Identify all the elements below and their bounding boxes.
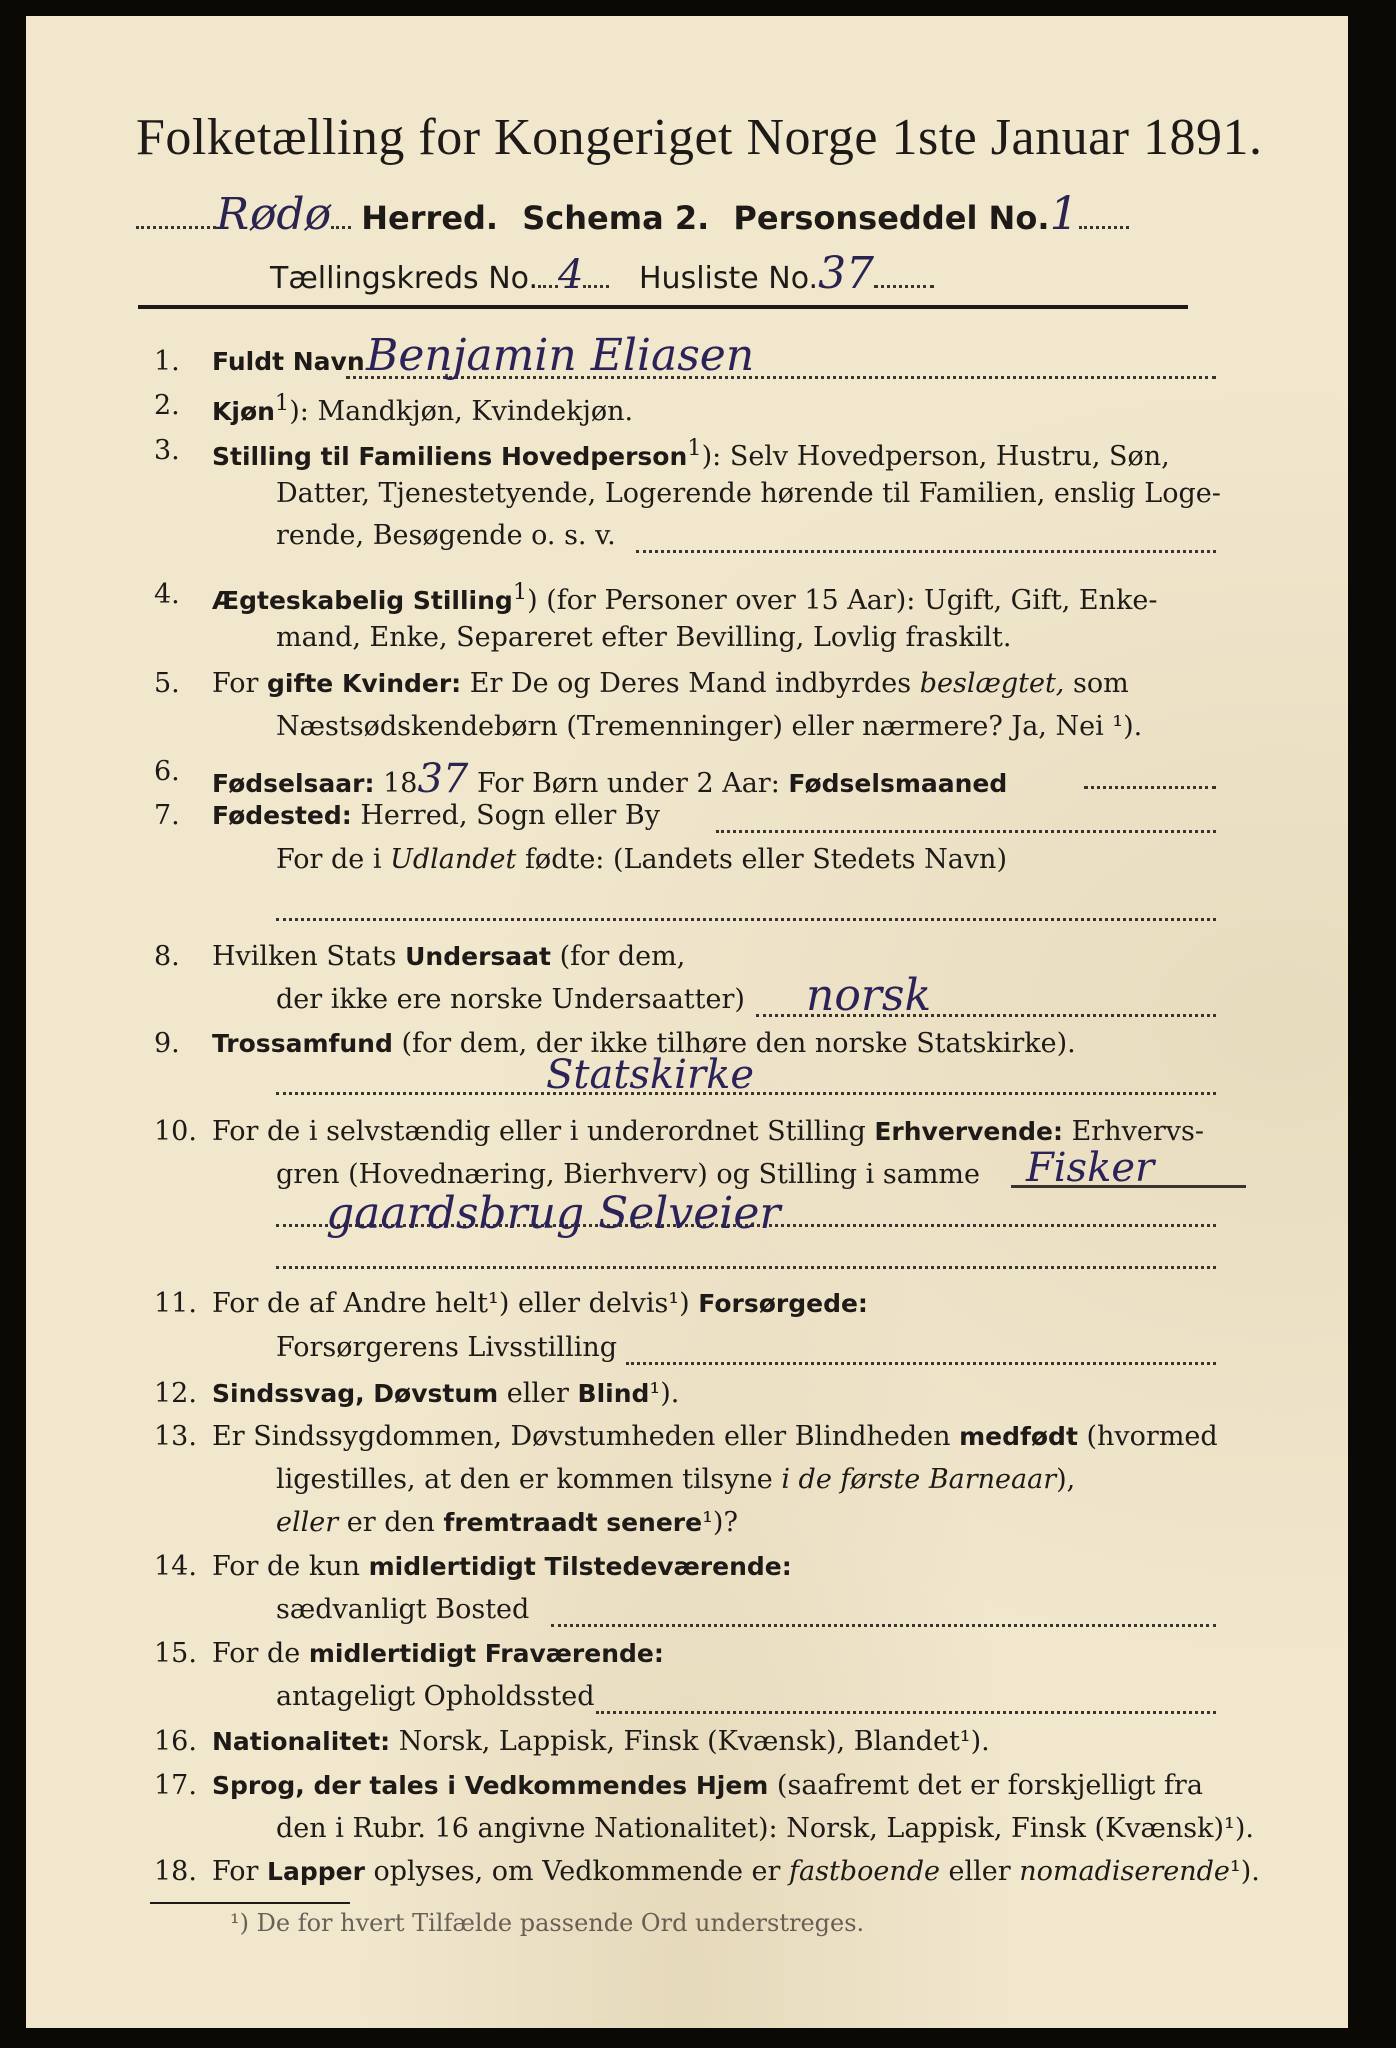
item-11: 11. For de af Andre helt¹) eller delvis¹) Forsørgede: [154,1288,868,1319]
item-18: 18. For Lapper oplyses, om Vedkommende er fastboende eller nomadiserende¹). [154,1856,1260,1887]
item-8: 8. Hvilken Stats Undersaat (for dem, [154,941,686,972]
occupation-value-2: gaardsbrug Selveier [326,1188,781,1239]
item-16: 16. Nationalitet: Norsk, Lappisk, Finsk (Kvænsk), Blandet¹). [154,1726,990,1757]
census-form: Folketælling for Kongeriget Norge 1ste Januar 1891. Rødø Herred. Schema 2. Personseddel No.1 Tællingskreds No. 4 Husliste No.37 1. Fuldt Navn Benjamin Eliasen 2. Kjøn$^1$): Mandkjøn, Kvindekjøn. 3. Stilling til Familiens Hovedperson$^1$): Selv Hovedperson, Hustru, Søn, Datter, Tjenestetyende, Logerende hørende til Familien, enslig Loge- rende, Besøgende o. s. v. 4. Ægteskabelig Stilling$^1$) (for Personer over 15 Aar): Ugift, Gift, Enke- mand, Enke, Separeret efter Bevilling, Lovlig fraskilt. 5. For gifte Kvinder: Er De og Deres Mand indbyrdes beslægtet, som Næstsødskendebørn (Tremenninger) eller nærmere? Ja, Nei ¹). 6. Fødselsaar: 1837 For Børn under 2 Aar: Fødselsmaaned 7. Fødested: Herred, Sogn eller By For de i Udlandet fødte: (Landets eller Stedets Navn) 8. Hvilken Stats Undersaat (for dem, der ikke ere norske Undersaatter) norsk 9. Trossamfund (for dem, der ikke tilhøre den norske Statskirke). Statskirke 10. For de i selvstændig eller i underordnet Stilling Erhvervende: Erhvervs- gren (Hovednæring, Bierhverv) og Stilling i samme Fisker gaardsbrug Selveier 11. For de af Andre helt¹) eller delvis¹) Forsørgede: Forsørgerens Livsstilling 12. Sindssvag, Døvstum eller Blind¹). 13. Er Sindssygdommen, Døvstumheden eller Blindheden medfødt (hvormed ligestilles, at den er kommen tilsyne i de første Barneaar), eller er den fremtraadt senere¹)? 14. For de kun midlertidigt Tilstedeværende: sædvanligt Bosted 15. For de midlertidigt Fraværende: antageligt Opholdssted 16. Nationalitet: Norsk, Lappisk, Finsk (Kvænsk), Blandet¹). 17. Sprog, der tales i Vedkommendes Hjem (saafremt det er forskjelligt fra den i Rubr. 16 angivne Nationalitet): Norsk, Lappisk, Finsk (Kvænsk)¹). 18. For Lapper oplyses, om Vedkommende er fastboende eller nomadiserende¹). ¹) De for hvert Tilfælde passende Ord understreges. [26,16,1348,2028]
kreds-label: Tællingskreds No. [270,261,538,296]
item-9: 9. Trossamfund (for dem, der ikke tilhøre den norske Statskirke). [154,1028,1076,1059]
kreds-value: 4 [558,252,584,298]
item-12: 12. Sindssvag, Døvstum eller Blind¹). [154,1378,680,1409]
item-13: 13. Er Sindssygdommen, Døvstumheden eller Blindheden medfødt (hvormed [154,1421,1218,1452]
schema-label: Schema 2. [522,199,710,237]
kreds-line [270,248,934,299]
item-2: 2. Kjøn$^1$): Mandkjøn, Kvindekjøn. [154,390,634,427]
husliste-value: 37 [818,248,875,299]
item-10: 10. For de i selvstændig eller i underordnet Stilling Erhvervende: Erhvervs- [154,1116,1204,1147]
personseddel-value: 1 [1049,186,1079,240]
herred-value: Rødø [216,189,332,240]
item-7: 7. Fødested: Herred, Sogn eller By [26,800,1348,840]
item-4: 4. Ægteskabelig Stilling$^1$) (for Personer over 15 Aar): Ugift, Gift, Enke- [154,579,1158,616]
occupation-value: Fisker [1026,1145,1155,1191]
religion-value: Statskirke [546,1052,754,1098]
husliste-label: Husliste No. [639,261,819,296]
header-divider [138,305,1188,309]
footnote-divider [150,1902,350,1904]
item-5: 5. For gifte Kvinder: Er De og Deres Mand indbyrdes beslægtet, som [154,668,1129,699]
birth-year-value: 37 [417,756,469,802]
item-17: 17. Sprog, der tales i Vedkommendes Hjem (saafremt det er forskjelligt fra [154,1770,1203,1801]
herred-line [136,186,1129,240]
form-title: Folketælling for Kongeriget Norge 1ste Januar 1891. [136,109,1263,166]
personseddel-label: Personseddel No. [733,199,1050,237]
item-3: 3. Stilling til Familiens Hovedperson$^1$): Selv Hovedperson, Hustru, Søn, [154,435,1170,472]
herred-label: Herred. [361,199,499,237]
footnote: ¹) De for hvert Tilfælde passende Ord understreges. [230,1909,865,1937]
item-15: 15. For de midlertidigt Fraværende: [154,1638,664,1669]
item-6: 6. Fødselsaar: 1837 For Børn under 2 Aar: Fødselsmaaned [26,756,1348,796]
item-1: 1. Fuldt Navn Benjamin Eliasen [26,346,1348,386]
item-14: 14. For de kun midlertidigt Tilstedeværende: [154,1551,792,1582]
full-name-value: Benjamin Eliasen [366,330,755,381]
nationality-value: norsk [806,970,932,1021]
